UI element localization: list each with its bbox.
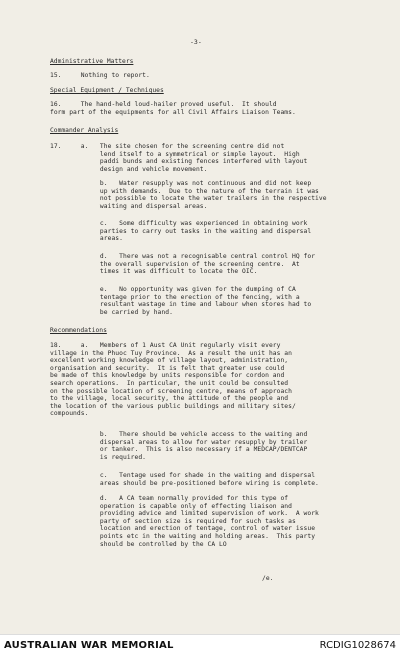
paragraph-17e [50, 286, 311, 316]
text-line: village in the Phuoc Tuy Province. As a result the unit has an [50, 349, 292, 357]
heading-commander-analysis: Commander Analysis [50, 127, 119, 134]
text-line: design and vehicle movement. [50, 165, 208, 173]
paragraph-18b [50, 431, 307, 461]
text-line: to the village, local security, the attitude of the people and [50, 395, 289, 403]
heading-administrative-matters: Administrative Matters [50, 58, 134, 65]
text-line: areas should be pre-positioned before wiring is complete. [50, 479, 319, 487]
paragraph-15: 15. Nothing to report. [50, 72, 150, 79]
text-line: 16. The hand-held loud-hailer proved useful. It should [50, 101, 277, 108]
text-line: should be controlled by the CA LO [50, 540, 227, 548]
paragraph-17a [50, 143, 307, 173]
paragraph-17b [50, 180, 327, 210]
text-line: search operations. In particular, the unit could be consulted [50, 379, 289, 387]
text-line: d. There was not a recognisable central control HQ for [50, 253, 316, 260]
text-line: providing advice and limited supervision of work. A work [50, 510, 319, 518]
text-line: compounds. [50, 410, 89, 418]
archive-footer [0, 634, 400, 655]
paragraph-18d [50, 495, 319, 548]
text-line: is required. [50, 453, 147, 461]
text-line: points etc in the waiting and holding areas. This party [50, 532, 316, 540]
paragraph-18a [50, 342, 296, 418]
text-line: 18. a. Members of 1 Aust CA Unit regularly visit every [50, 342, 281, 349]
text-line: up with demands. Due to the nature of the terrain it was [50, 187, 319, 195]
text-line: tentage prior to the erection of the fencing, with a [50, 293, 300, 301]
text-line: c. Some difficulty was experienced in obtaining work [50, 220, 308, 227]
text-line: waiting and dispersal areas. [50, 202, 208, 210]
text-line: form part of the equipments for all Civil Affairs Liaison Teams. [50, 108, 296, 116]
text-line: be carried by hand. [50, 308, 173, 316]
text-line: the overall supervision of the screening centre. At [50, 260, 300, 268]
text-line: on the possible location of screening centre, means of approach [50, 387, 292, 395]
text-line: areas. [50, 235, 123, 243]
text-line: or tanker. This is also necessary if a MEDCAP/DENTCAP [50, 446, 308, 454]
text-line: paddi bunds and existing fences interfered with layout [50, 158, 308, 166]
continuation-marker: /e. [262, 575, 274, 582]
text-line: not possible to locate the water trailers in the respective [50, 195, 327, 203]
text-line: parties to carry out tasks in the waiting and dispersal [50, 227, 312, 235]
paragraph-18c [50, 472, 319, 487]
text-line: the location of the various public buildings and military sites/ [50, 402, 296, 410]
page-number: -3- [190, 38, 202, 46]
text-line: be made of this knowledge by units responsible for cordon and [50, 372, 285, 380]
text-line: dispersal areas to allow for water resupply by trailer [50, 438, 308, 446]
text-line: d. A CA team normally provided for this type of [50, 495, 289, 502]
text-line: c. Tentage used for shade in the waiting and dispersal [50, 472, 316, 479]
text-line: party of section size is required for such tasks as [50, 517, 296, 525]
heading-recommendations: Recommendations [50, 327, 107, 334]
footer-record-id: RCDIG1028674 [319, 640, 396, 651]
text-line: times it was difficult to locate the OIC. [50, 268, 258, 276]
text-line: b. There should be vehicle access to the waiting and [50, 431, 308, 438]
text-line: resultant wastage in time and labour when stores had to [50, 301, 312, 309]
footer-institution: AUSTRALIAN WAR MEMORIAL [4, 640, 174, 651]
heading-special-equipment: Special Equipment / Techniques [50, 87, 164, 94]
text-line: location and erection of tentage, control of water issue [50, 525, 316, 533]
paragraph-17c [50, 220, 311, 243]
paragraph-16 [50, 101, 296, 116]
paragraph-17d [50, 253, 315, 276]
text-line: lend itself to a symmetrical or simple layout. High [50, 150, 300, 158]
text-line: organisation and security. It is felt that greater use could [50, 364, 285, 372]
text-line: operation is capable only of effecting liaison and [50, 502, 292, 510]
text-line: 17. a. The site chosen for the screening centre did not [50, 143, 285, 150]
text-line: excellent working knowledge of village layout, administration, [50, 357, 289, 365]
text-line: b. Water resupply was not continuous and did not keep [50, 180, 312, 187]
text-line: e. No opportunity was given for the dumping of CA [50, 286, 296, 293]
